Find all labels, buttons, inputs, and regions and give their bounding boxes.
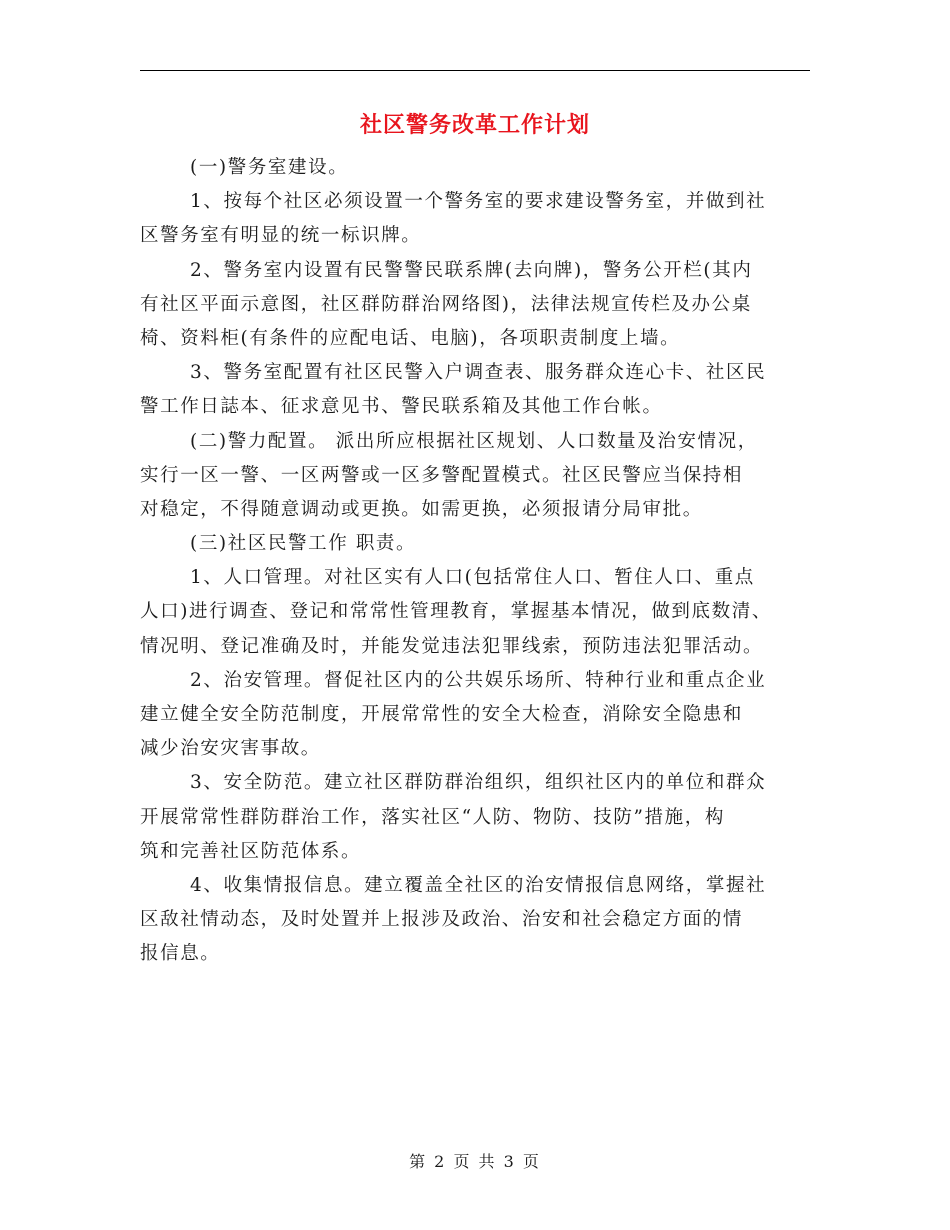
page-title: 社区警务改革工作计划	[359, 112, 590, 138]
text-line: (三)社区民警工作 职责。	[190, 533, 417, 555]
text-line: 椅、资料柜(有条件的应配电话、电脑)，各项职责制度上墙。	[140, 327, 681, 349]
text-line: 有社区平面示意图，社区群防群治网络图)，法律法规宣传栏及办公桌	[140, 293, 752, 315]
text-line: 2、治安管理。督促社区内的公共娱乐场所、特种行业和重点企业	[190, 669, 767, 691]
document-body	[140, 151, 810, 972]
text-line: 开展常常性群防群治工作，落实社区“人防、物防、技防”措施，构	[140, 806, 725, 828]
text-line: (一)警务室建设。	[190, 157, 349, 178]
text-line: 减少治安灾害事故。	[140, 738, 321, 760]
text-line: 实行一区一警、一区两警或一区多警配置模式。社区民警应当保持相	[140, 464, 744, 486]
text-line: 建立健全安全防范制度，开展常常性的安全大检查，消除安全隐患和	[140, 704, 744, 725]
header-rule	[140, 70, 810, 71]
text-line: 情况明、登记准确及时，并能发觉违法犯罪线索，预防违法犯罪活动。	[140, 635, 764, 657]
text-line: 3、安全防范。建立社区群防群治组织，组织社区内的单位和群众	[190, 772, 767, 794]
text-line: 3、警务室配置有社区民警入户调查表、服务群众连心卡、社区民	[190, 362, 767, 384]
text-line: 报信息。	[140, 943, 221, 965]
text-line: 人口)进行调查、登记和常常性管理教育，掌握基本情况，做到底数清、	[140, 601, 772, 623]
text-line: 1、人口管理。对社区实有人口(包括常住人口、暂住人口、重点	[190, 567, 755, 589]
text-line: (二)警力配置。 派出所应根据社区规划、人口数量及治安情况，	[190, 430, 758, 452]
text-line: 2、警务室内设置有民警警民联系牌(去向牌)，警务公开栏(其内	[190, 259, 753, 281]
text-line: 筑和完善社区防范体系。	[140, 840, 362, 862]
text-line: 对稳定，不得随意调动或更换。如需更换，必须报请分局审批。	[140, 498, 703, 520]
page-number: 第 2 页 共 3 页	[409, 1152, 541, 1171]
text-line: 4、收集情报信息。建立覆盖全社区的治安情报信息网络，掌握社	[190, 874, 767, 896]
text-line: 1、按每个社区必须设置一个警务室的要求建设警务室，并做到社	[190, 191, 767, 213]
text-line: 区警务室有明显的统一标识牌。	[140, 225, 422, 247]
text-line: 警工作日誌本、征求意见书、警民联系箱及其他工作台帐。	[140, 396, 663, 418]
text-line: 区敌社情动态，及时处置并上报涉及政治、治安和社会稳定方面的情	[140, 909, 744, 931]
